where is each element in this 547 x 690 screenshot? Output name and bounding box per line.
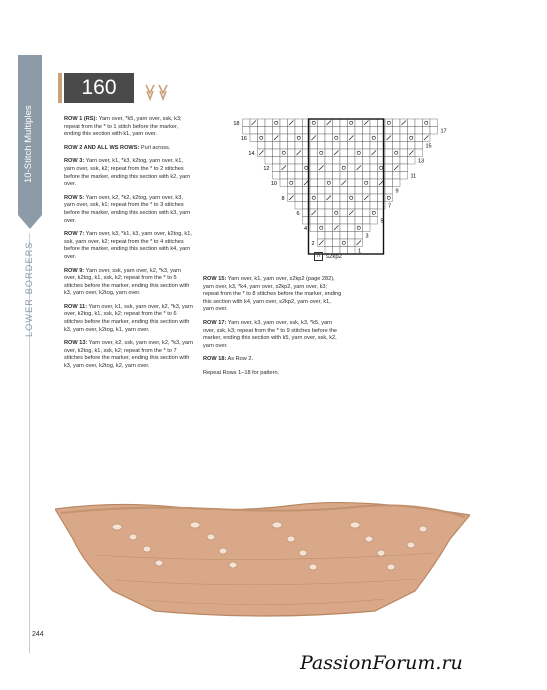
chart-cell (333, 172, 341, 180)
chart-cell (370, 179, 378, 187)
instruction-row: ROW 18: As Row 2. (203, 356, 254, 363)
chart-cell (273, 142, 281, 150)
chart-cell (393, 134, 401, 142)
legend-label: s2kp2 (326, 253, 343, 260)
chart-cell (363, 209, 371, 217)
chart-cell (385, 127, 393, 135)
row-label-right: 15 (425, 143, 432, 150)
chart-cell (348, 164, 356, 172)
chart-cell (385, 164, 393, 172)
chart-cell (310, 187, 318, 195)
row-label-right: 13 (418, 158, 425, 165)
instruction-row: ROW 13: Yarn over, k2, ssk, yarn over, k2, *k3, yarn over, k2tog, k1, ssk, k2; repeat from the * to 7 stitches before the marker, ending this section with k3, yarn over, k2tog, k2, yarn over. (64, 340, 194, 370)
chart-cell (265, 157, 273, 165)
chart-cell (408, 127, 416, 135)
chart-cell (348, 202, 356, 210)
chart-cell (370, 217, 378, 225)
chart-cell (288, 187, 296, 195)
chart-cell (400, 149, 408, 157)
chart-cell (370, 194, 378, 202)
row-label-left: 16 (240, 136, 247, 142)
chart-cell (355, 142, 363, 150)
chart-cell (325, 217, 333, 225)
chart-cell (385, 194, 393, 202)
chart-cell (370, 142, 378, 150)
chart-cell (355, 194, 363, 202)
chart-cell (288, 164, 296, 172)
chart-legend (314, 252, 342, 261)
chart-cell (393, 142, 401, 150)
chart-cell (340, 217, 348, 225)
chart-cell (295, 164, 303, 172)
chart-cell (243, 127, 251, 135)
chart-cell (333, 142, 341, 150)
chart-cell (363, 179, 371, 187)
chart-cell (333, 232, 341, 240)
chart-cell (400, 142, 408, 150)
chart-cell (370, 134, 378, 142)
chart-cell (310, 142, 318, 150)
chart-cell (355, 119, 363, 127)
chart-cell (370, 172, 378, 180)
chart-cell (265, 134, 273, 142)
chart-cell (325, 232, 333, 240)
chart-cell (310, 202, 318, 210)
chart-cell (385, 187, 393, 195)
chart-cell (318, 194, 326, 202)
chart-cell (385, 149, 393, 157)
pattern-number: 160 (64, 73, 134, 103)
chart-cell (333, 127, 341, 135)
chart-cell (423, 127, 431, 135)
chart-cell (348, 157, 356, 165)
chart-cell (280, 127, 288, 135)
chart-cell (363, 149, 371, 157)
chart-cell (348, 119, 356, 127)
chart-cell (333, 179, 341, 187)
chart-cell (265, 119, 273, 127)
chart-cell (288, 127, 296, 135)
chart-cell (340, 239, 348, 247)
chart-cell (340, 149, 348, 157)
chart-cell (295, 157, 303, 165)
chart-cell (288, 172, 296, 180)
chart-cell (318, 142, 326, 150)
chart-cell (325, 172, 333, 180)
chart-cell (400, 164, 408, 172)
row-label-right: 9 (395, 188, 399, 195)
chart-cell (325, 187, 333, 195)
chart-cell (363, 224, 371, 232)
chart-cell (363, 187, 371, 195)
chart-cell (363, 157, 371, 165)
chart-cell (340, 232, 348, 240)
category-label: LOWER BORDERS (24, 241, 34, 337)
chart-cell (310, 157, 318, 165)
row-label-left: 8 (281, 196, 285, 202)
instruction-row: ROW 9: Yarn over, ssk, yarn over, k2, *k3, yarn over, k2tog, k1, ssk, k2; repeat from the * to 5 stitches before the marker, ending this section with k3, yarn over, k2tog, yarn over. (64, 267, 190, 297)
chart-cell (340, 172, 348, 180)
chart-cell (295, 172, 303, 180)
chart-cell (243, 119, 251, 127)
chart-cell (363, 202, 371, 210)
chart-cell (325, 157, 333, 165)
chart-cell (355, 179, 363, 187)
chart-cell (295, 134, 303, 142)
chart-cell (295, 127, 303, 135)
chart-cell (273, 172, 281, 180)
chart-cell (333, 217, 341, 225)
chart-cell (400, 157, 408, 165)
chart-cell (318, 202, 326, 210)
chart-cell (393, 157, 401, 165)
chart-cell (333, 239, 341, 247)
chart-cell (280, 149, 288, 157)
chart-cell (318, 209, 326, 217)
chart-cell (325, 134, 333, 142)
chart-cell (355, 172, 363, 180)
chart-cell (310, 127, 318, 135)
chart-cell (355, 217, 363, 225)
chart-cell (295, 202, 303, 210)
chart-cell (265, 149, 273, 157)
chart-cell (318, 217, 326, 225)
chart-cell (355, 187, 363, 195)
chart-cell (250, 127, 258, 135)
chart-cell (258, 119, 266, 127)
chart-cell (288, 179, 296, 187)
chart-cell (288, 142, 296, 150)
chart-cell (415, 127, 423, 135)
row-label-left: 18 (233, 121, 240, 127)
instructions-left (64, 116, 194, 377)
sidebar (18, 55, 42, 645)
chart-cell (370, 164, 378, 172)
knitted-swatch-photo (55, 495, 470, 620)
chart-cell (288, 149, 296, 157)
chart-cell (355, 202, 363, 210)
chart-cell (273, 119, 281, 127)
chart-cell (318, 232, 326, 240)
chart-cell (295, 179, 303, 187)
chart-cell (318, 179, 326, 187)
chart-cell (408, 157, 416, 165)
chart-cell (273, 149, 281, 157)
chart-cell (333, 187, 341, 195)
chart-cell (310, 224, 318, 232)
chart-cell (250, 134, 258, 142)
chart-cell (415, 142, 423, 150)
chart-cell (288, 157, 296, 165)
chart-cell (340, 164, 348, 172)
chart-cell (318, 187, 326, 195)
chart-cell (310, 119, 318, 127)
chart-cell (423, 119, 431, 127)
chart-cell (348, 187, 356, 195)
chart-cell (265, 142, 273, 150)
chart-cell (408, 134, 416, 142)
chart-cell (363, 217, 371, 225)
row-label-right: 5 (380, 218, 384, 225)
chart-cell (325, 149, 333, 157)
chart-cell (400, 127, 408, 135)
chart-cell (280, 142, 288, 150)
instruction-row: ROW 3: Yarn over, k1, *k3, k2tog, yarn over, k1, yarn over, ssk, k2; repeat from the * to 2 stitches before the marker, ending this section with k2, yarn over. (64, 158, 191, 188)
chart-cell (340, 202, 348, 210)
chart-cell (310, 172, 318, 180)
row-label-right: 7 (388, 203, 392, 210)
chart-cell (393, 172, 401, 180)
chart-cell (348, 194, 356, 202)
chart-cell (318, 119, 326, 127)
knitting-chart (224, 115, 449, 265)
chart-cell (318, 134, 326, 142)
chart-cell (355, 209, 363, 217)
instruction-row: ROW 17: Yarn over, k3, yarn over, ssk, k3, *k5, yarn over, ssk, k3; repeat from the * to 9 stitches before the marker, ending this section with k5, yarn over, ssk, k2, yarn over. (203, 319, 338, 349)
chart-cell (415, 149, 423, 157)
chart-cell (385, 179, 393, 187)
chart-cell (348, 179, 356, 187)
chart-cell (340, 142, 348, 150)
row-label-left: 12 (263, 166, 270, 172)
chart-cell (273, 157, 281, 165)
page-number: 244 (32, 631, 44, 638)
chart-cell (348, 142, 356, 150)
instruction-row: ROW 1 (RS): Yarn over, *k5, yarn over, ssk, k3; repeat from the * to 1 stitch before the marker, ending this section with k1, yarn over. (64, 116, 182, 138)
row-label-left: 14 (248, 151, 255, 157)
instruction-row: ROW 15: Yarn over, k1, yarn over, s2kp2 (page 282), yarn over, k3, *k4, yarn over, s2kp2, yarn over, k3; repeat from the * to 8 stitches before the marker, ending this section with k4, yarn over, s2kp2, yarn over, k1, yarn over. (203, 276, 342, 313)
row-label-right: 17 (440, 128, 447, 135)
chart-cell (333, 194, 341, 202)
s2kp2-symbol-icon: Λ (314, 252, 323, 261)
chart-cell (370, 202, 378, 210)
chart-cell (265, 127, 273, 135)
chart-cell (310, 194, 318, 202)
chart-cell (340, 127, 348, 135)
chart-cell (355, 127, 363, 135)
chart-cell (273, 164, 281, 172)
chart-cell (355, 157, 363, 165)
chart-cell (318, 157, 326, 165)
chart-cell (408, 119, 416, 127)
chart-cell (355, 232, 363, 240)
row-label-left: 10 (270, 181, 277, 187)
chart-cell (348, 239, 356, 247)
chart-cell (318, 172, 326, 180)
chart-cell (318, 224, 326, 232)
chart-cell (363, 164, 371, 172)
chart-cell (400, 172, 408, 180)
chart-cell (400, 134, 408, 142)
row-label-left: 2 (311, 241, 315, 247)
chart-cell (280, 179, 288, 187)
chart-cell (370, 209, 378, 217)
chart-cell (333, 119, 341, 127)
chart-cell (340, 187, 348, 195)
chart-cell (363, 127, 371, 135)
chart-cell (430, 119, 438, 127)
chart-cell (370, 157, 378, 165)
chart-cell (280, 172, 288, 180)
chart-cell (355, 149, 363, 157)
chart-cell (340, 209, 348, 217)
row-label-left: 4 (303, 226, 307, 232)
section-label: 10-Stitch Multiples (23, 105, 34, 183)
chart-cell (348, 247, 356, 255)
chart-cell (348, 172, 356, 180)
chart-cell (325, 224, 333, 232)
chart-cell (385, 157, 393, 165)
chart-cell (325, 127, 333, 135)
chart-cell (280, 119, 288, 127)
chart-cell (348, 149, 356, 157)
chart-cell (258, 134, 266, 142)
chart-cell (295, 187, 303, 195)
chart-cell (310, 217, 318, 225)
chart-cell (430, 127, 438, 135)
instruction-row: Repeat Rows 1–18 for pattern. (203, 369, 280, 376)
chart-cell (325, 179, 333, 187)
chart-cell (333, 134, 341, 142)
chart-cell (325, 164, 333, 172)
chart-cell (295, 119, 303, 127)
chart-cell (258, 127, 266, 135)
row-label-right: 3 (365, 233, 369, 240)
chart-cell (318, 149, 326, 157)
chart-cell (370, 187, 378, 195)
section-tab-notch (18, 215, 42, 229)
chart-cell (408, 142, 416, 150)
chart-cell (318, 127, 326, 135)
row-label-right: 11 (410, 173, 417, 180)
chart-cell (393, 119, 401, 127)
chart-cell (385, 142, 393, 150)
chart-cell (355, 224, 363, 232)
row-label-right: 1 (358, 248, 362, 255)
chart-cell (333, 157, 341, 165)
chart-cell (340, 224, 348, 232)
chart-cell (363, 142, 371, 150)
watermark[interactable]: PassionForum.ru (300, 652, 463, 674)
chart-cell (385, 119, 393, 127)
chart-cell (325, 209, 333, 217)
instruction-row: ROW 2 AND ALL WS ROWS: Purl across. (64, 144, 171, 151)
lace-motif-icon (144, 83, 170, 101)
chart-cell (310, 149, 318, 157)
number-accent-bar (58, 73, 62, 103)
chart-cell (415, 134, 423, 142)
chart-cell (340, 134, 348, 142)
chart-cell (415, 119, 423, 127)
chart-cell (325, 142, 333, 150)
chart-cell (280, 157, 288, 165)
chart-cell (363, 134, 371, 142)
chart-cell (340, 157, 348, 165)
chart-cell (295, 194, 303, 202)
chart-cell (340, 119, 348, 127)
chart-cell (348, 232, 356, 240)
chart-cell (310, 164, 318, 172)
chart-cell (340, 194, 348, 202)
chart-cell (333, 209, 341, 217)
chart-cell (385, 172, 393, 180)
instruction-row: ROW 7: Yarn over, k3, *k1, k3, yarn over, k2tog, k1, ssk, yarn over, k2; repeat from the * to 4 stitches before the marker, ending this section with k4, yarn over. (64, 231, 192, 260)
chart-cell (295, 142, 303, 150)
chart-cell (325, 202, 333, 210)
chart-cell (348, 127, 356, 135)
chart-cell (325, 239, 333, 247)
chart-cell (280, 134, 288, 142)
chart-cell (370, 119, 378, 127)
chart-cell (348, 217, 356, 225)
instruction-row: ROW 11: Yarn over, k1, ssk, yarn over, k2, *k3, yarn over, k2tog, k1, ssk, k2; repeat from the * to 6 stitches before the marker, ending this section with k3, yarn over, k2tog, k1, yarn over. (64, 303, 193, 333)
chart-cell (348, 224, 356, 232)
chart-cell (288, 134, 296, 142)
chart-cell (363, 172, 371, 180)
chart-cell (273, 127, 281, 135)
chart-cell (393, 179, 401, 187)
chart-cell (258, 142, 266, 150)
chart-cell (355, 134, 363, 142)
instruction-row: ROW 5: Yarn over, k2, *k2, k2tog, yarn over, k3, yarn over, ssk, k1; repeat from the * to 3 stitches before the marker, ending this section with k3, yarn over. (64, 194, 191, 224)
chart-cell (393, 127, 401, 135)
chart-cell (333, 164, 341, 172)
chart-cell (370, 127, 378, 135)
instructions-right (203, 276, 343, 384)
chart-cell (393, 149, 401, 157)
row-label-left: 6 (296, 211, 300, 217)
chart-cell (333, 202, 341, 210)
chart-cell (310, 179, 318, 187)
